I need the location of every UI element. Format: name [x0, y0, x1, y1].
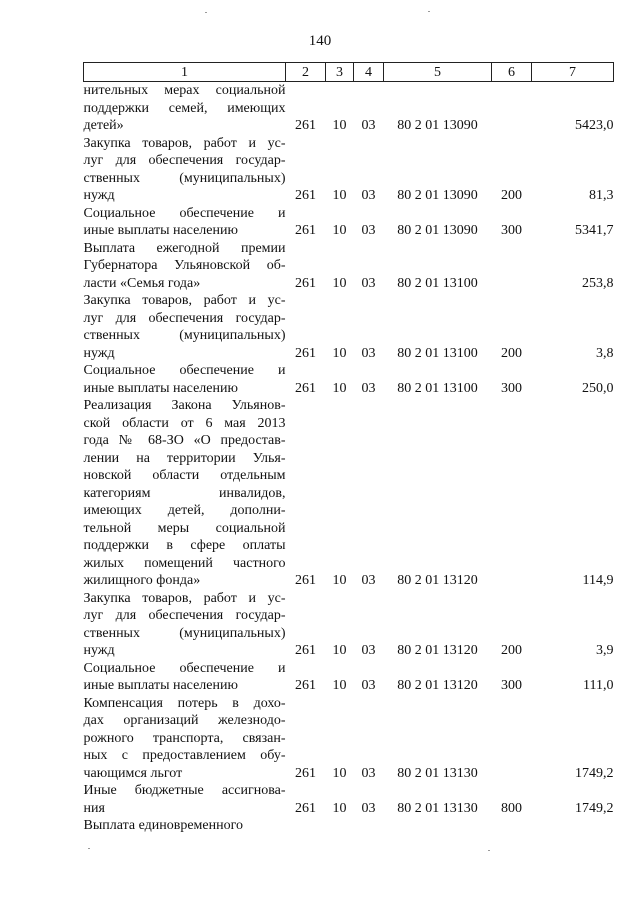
row-pr: 03	[361, 345, 376, 361]
row-name-line: Закупка товаров, работ и ус-	[83, 590, 286, 606]
row-rz: 10	[332, 678, 347, 693]
row-name-line: новской области отдельным	[83, 468, 286, 483]
row-name-line: тельной меры социальной	[83, 520, 286, 536]
row-name-line: нужд	[83, 188, 115, 203]
header-col-5: 5	[384, 63, 492, 82]
row-sum: 1749,2	[575, 800, 614, 816]
row-sum: 5341,7	[575, 223, 614, 238]
row-name-line: дах организаций железнодо-	[83, 713, 286, 728]
row-name	[84, 590, 286, 660]
row-csr	[384, 817, 492, 835]
row-name-line: нужд	[83, 643, 115, 658]
row-vr	[492, 240, 532, 293]
row-name	[84, 292, 286, 362]
row-pr: 03	[361, 380, 376, 396]
row-name-line: ственных (муниципальных)	[83, 328, 286, 343]
row-csr: 80 2 01 13090	[397, 188, 478, 203]
row-rz: 10	[332, 345, 347, 361]
table-row	[84, 590, 614, 660]
row-csr: 80 2 01 13120	[397, 573, 478, 588]
row-name	[84, 817, 286, 835]
row-name	[84, 362, 286, 397]
budget-table	[83, 62, 614, 835]
row-rz: 10	[332, 380, 347, 396]
table-row	[84, 292, 614, 362]
row-name	[84, 135, 286, 205]
row-name-line: Выплата ежегодной премии	[83, 240, 286, 256]
table-row	[84, 205, 614, 240]
row-name-line: Социальное обеспечение и	[83, 660, 286, 676]
row-name-line: жилых помещений частного	[83, 555, 286, 571]
row-rz: 10	[332, 118, 347, 133]
row-name-line: ния	[83, 800, 105, 816]
row-vr: 300	[501, 380, 522, 396]
row-name	[84, 695, 286, 783]
row-pr: 03	[361, 800, 376, 816]
row-pr: 03	[361, 643, 376, 658]
row-pr: 03	[361, 223, 376, 238]
row-name-line: рожного транспорта, связан-	[83, 730, 286, 746]
row-ved: 261	[295, 573, 316, 588]
row-ved: 261	[295, 380, 316, 396]
row-name-line: поддержки семей, имеющих	[83, 100, 286, 116]
header-col-6: 6	[492, 63, 532, 82]
row-vr: 300	[501, 678, 522, 693]
row-sum: 5423,0	[575, 118, 614, 133]
row-rz: 10	[332, 800, 347, 816]
scan-speck	[205, 12, 207, 13]
header-col-3: 3	[326, 63, 354, 82]
row-sum: 3,8	[596, 345, 614, 361]
row-ved: 261	[295, 765, 316, 781]
row-name	[84, 205, 286, 240]
table-row	[84, 82, 614, 135]
row-sum	[532, 817, 614, 835]
row-ved: 261	[295, 223, 316, 238]
row-rz: 10	[332, 275, 347, 291]
header-col-7: 7	[532, 63, 614, 82]
row-csr: 80 2 01 13130	[397, 800, 478, 816]
table-row	[84, 362, 614, 397]
row-ved: 261	[295, 643, 316, 658]
header-col-1: 1	[84, 63, 286, 82]
row-pr: 03	[361, 118, 376, 133]
row-vr: 200	[501, 345, 522, 361]
row-name-line: Выплата единовременного	[83, 818, 243, 833]
row-ved: 261	[295, 345, 316, 361]
scan-speck	[88, 848, 90, 849]
row-name-line: луг для обеспечения государ-	[83, 310, 286, 326]
row-rz: 10	[332, 223, 347, 238]
row-csr: 80 2 01 13090	[397, 223, 478, 238]
row-sum: 111,0	[583, 678, 614, 693]
row-rz: 10	[332, 765, 347, 781]
table-row	[84, 660, 614, 695]
table-row	[84, 397, 614, 590]
table-row	[84, 782, 614, 817]
row-name	[84, 397, 286, 590]
row-vr: 300	[501, 223, 522, 238]
row-name-line: ственных (муниципальных)	[83, 625, 286, 641]
row-sum: 250,0	[582, 380, 614, 396]
row-pr	[354, 817, 384, 835]
row-name-line: Закупка товаров, работ и ус-	[83, 293, 286, 308]
row-name	[84, 660, 286, 695]
row-ved	[286, 817, 326, 835]
row-ved: 261	[295, 118, 316, 133]
row-name-line: лении на территории Улья-	[83, 450, 286, 466]
row-pr: 03	[361, 573, 376, 588]
row-name-line: детей»	[83, 118, 124, 133]
row-name-line: иные выплаты населению	[83, 678, 238, 693]
row-name-line: Компенсация потерь в дохо-	[83, 695, 286, 711]
row-ved: 261	[295, 275, 316, 291]
row-name-line: Иные бюджетные ассигнова-	[83, 783, 286, 798]
row-vr: 800	[501, 800, 522, 816]
row-ved: 261	[295, 188, 316, 203]
row-pr: 03	[361, 678, 376, 693]
row-ved: 261	[295, 678, 316, 693]
row-name-line: ных с предоставлением обу-	[83, 748, 286, 763]
row-name-line: нужд	[83, 345, 115, 361]
row-vr	[492, 695, 532, 783]
header-col-4: 4	[354, 63, 384, 82]
row-name-line: ственных (муниципальных)	[83, 170, 286, 186]
scan-speck	[488, 850, 490, 851]
row-name-line: иные выплаты населению	[83, 380, 238, 396]
row-name-line: Губернатора Ульяновской об-	[83, 258, 286, 273]
row-name-line: имеющих детей, дополни-	[83, 503, 286, 518]
row-name-line: категориям инвалидов,	[83, 485, 286, 501]
row-csr: 80 2 01 13100	[397, 380, 478, 396]
row-rz: 10	[332, 188, 347, 203]
row-pr: 03	[361, 188, 376, 203]
row-rz: 10	[332, 643, 347, 658]
row-csr: 80 2 01 13090	[397, 118, 478, 133]
row-csr: 80 2 01 13120	[397, 643, 478, 658]
row-name-line: поддержки в сфере оплаты	[83, 538, 286, 553]
row-csr: 80 2 01 13100	[397, 275, 478, 291]
row-vr	[492, 817, 532, 835]
table-header	[84, 63, 614, 82]
row-ved: 261	[295, 800, 316, 816]
table-body	[84, 82, 614, 835]
page-number: 140	[308, 33, 332, 49]
row-name-line: Закупка товаров, работ и ус-	[83, 135, 286, 151]
row-name-line: жилищного фонда»	[83, 573, 201, 588]
row-name-line: нительных мерах социальной	[83, 83, 286, 98]
row-name-line: года № 68-ЗО «О предостав-	[83, 433, 286, 448]
row-name	[84, 782, 286, 817]
table-row	[84, 240, 614, 293]
row-sum: 1749,2	[575, 765, 614, 781]
row-sum: 81,3	[589, 188, 614, 203]
row-pr: 03	[361, 765, 376, 781]
row-csr: 80 2 01 13120	[397, 678, 478, 693]
row-name-line: Реализация Закона Ульянов-	[83, 398, 286, 413]
row-name-line: чающимся льгот	[83, 765, 183, 781]
row-name	[84, 240, 286, 293]
row-sum: 114,9	[582, 573, 614, 588]
row-name-line: иные выплаты населению	[83, 223, 238, 238]
row-name-line: Социальное обеспечение и	[83, 205, 286, 221]
row-rz	[326, 817, 354, 835]
table-row	[84, 135, 614, 205]
table-row	[84, 817, 614, 835]
row-sum: 3,9	[596, 643, 614, 658]
row-name-line: луг для обеспечения государ-	[83, 608, 286, 623]
row-vr	[492, 82, 532, 135]
header-col-2: 2	[286, 63, 326, 82]
row-name-line: ласти «Семья года»	[83, 275, 201, 291]
row-pr: 03	[361, 275, 376, 291]
row-name-line: луг для обеспечения государ-	[83, 153, 286, 168]
row-vr	[492, 397, 532, 590]
row-vr: 200	[501, 188, 522, 203]
table-row	[84, 695, 614, 783]
row-rz: 10	[332, 573, 347, 588]
row-name-line: ской области от 6 мая 2013	[83, 415, 286, 431]
scan-speck	[428, 11, 430, 12]
row-name	[84, 82, 286, 135]
header-row	[84, 63, 614, 82]
row-vr: 200	[501, 643, 522, 658]
row-csr: 80 2 01 13100	[397, 345, 478, 361]
row-csr: 80 2 01 13130	[397, 765, 478, 781]
row-sum: 253,8	[582, 275, 614, 291]
row-name-line: Социальное обеспечение и	[83, 363, 286, 378]
